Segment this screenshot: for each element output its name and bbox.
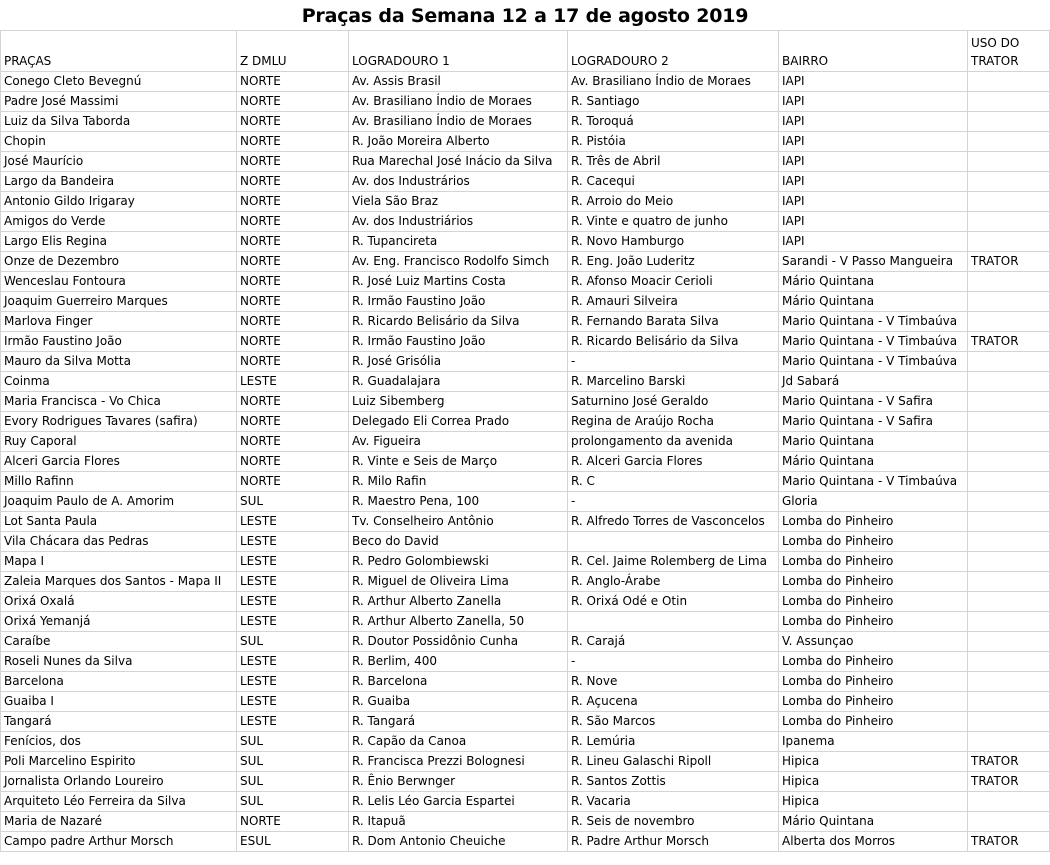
logradouro-2-cell[interactable]: R. Orixá Odé e Otin: [568, 592, 779, 612]
bairro-cell[interactable]: IAPI: [779, 72, 968, 92]
header-logradouro-2[interactable]: LOGRADOURO 2: [568, 31, 779, 72]
praca-cell[interactable]: Ruy Caporal: [1, 432, 237, 452]
logradouro-1-cell[interactable]: R. Maestro Pena, 100: [349, 492, 568, 512]
zona-cell[interactable]: ESUL: [237, 832, 349, 852]
logradouro-2-cell[interactable]: R. Anglo-Árabe: [568, 572, 779, 592]
trator-cell[interactable]: [968, 92, 1050, 112]
table-row: [1, 372, 1050, 392]
logradouro-2-cell[interactable]: R. Novo Hamburgo: [568, 232, 779, 252]
logradouro-1-cell[interactable]: R. Guaiba: [349, 692, 568, 712]
logradouro-2-cell[interactable]: [568, 532, 779, 552]
logradouro-2-cell[interactable]: Av. Brasiliano Índio de Moraes: [568, 72, 779, 92]
zona-cell[interactable]: NORTE: [237, 472, 349, 492]
bairro-cell[interactable]: IAPI: [779, 132, 968, 152]
bairro-cell[interactable]: IAPI: [779, 232, 968, 252]
zona-cell[interactable]: NORTE: [237, 812, 349, 832]
bairro-cell[interactable]: V. Assunçao: [779, 632, 968, 652]
trator-cell[interactable]: [968, 392, 1050, 412]
bairro-cell[interactable]: Alberta dos Morros: [779, 832, 968, 852]
zona-cell[interactable]: NORTE: [237, 152, 349, 172]
table-row: [1, 252, 1050, 272]
bairro-cell[interactable]: Lomba do Pinheiro: [779, 652, 968, 672]
zona-cell[interactable]: LESTE: [237, 552, 349, 572]
trator-cell[interactable]: [968, 72, 1050, 92]
logradouro-2-cell[interactable]: R. Cel. Jaime Rolemberg de Lima: [568, 552, 779, 572]
trator-cell[interactable]: TRATOR: [968, 252, 1050, 272]
table-row: [1, 272, 1050, 292]
praca-cell[interactable]: Poli Marcelino Espirito: [1, 752, 237, 772]
table-row: [1, 792, 1050, 812]
trator-cell[interactable]: [968, 192, 1050, 212]
trator-cell[interactable]: [968, 452, 1050, 472]
zona-cell[interactable]: SUL: [237, 752, 349, 772]
praca-cell[interactable]: Vila Chácara das Pedras: [1, 532, 237, 552]
table-row: [1, 692, 1050, 712]
zona-cell[interactable]: LESTE: [237, 612, 349, 632]
zona-cell[interactable]: NORTE: [237, 432, 349, 452]
logradouro-2-cell[interactable]: R. Lemúria: [568, 732, 779, 752]
zona-cell[interactable]: NORTE: [237, 412, 349, 432]
table-row: [1, 452, 1050, 472]
trator-cell[interactable]: [968, 552, 1050, 572]
bairro-cell[interactable]: Mário Quintana: [779, 272, 968, 292]
table-row: [1, 752, 1050, 772]
logradouro-1-cell[interactable]: R. Miguel de Oliveira Lima: [349, 572, 568, 592]
zona-cell[interactable]: LESTE: [237, 372, 349, 392]
logradouro-1-cell[interactable]: R. Berlim, 400: [349, 652, 568, 672]
logradouro-2-cell[interactable]: R. Cacequi: [568, 172, 779, 192]
zona-cell[interactable]: LESTE: [237, 712, 349, 732]
trator-cell[interactable]: [968, 532, 1050, 552]
logradouro-1-cell[interactable]: R. Lelis Léo Garcia Espartei: [349, 792, 568, 812]
bairro-cell[interactable]: Jd Sabará: [779, 372, 968, 392]
logradouro-1-cell[interactable]: R. Arthur Alberto Zanella, 50: [349, 612, 568, 632]
praca-cell[interactable]: Barcelona: [1, 672, 237, 692]
praca-cell[interactable]: Millo Rafinn: [1, 472, 237, 492]
bairro-cell[interactable]: Lomba do Pinheiro: [779, 572, 968, 592]
logradouro-2-cell[interactable]: -: [568, 352, 779, 372]
bairro-cell[interactable]: Lomba do Pinheiro: [779, 692, 968, 712]
bairro-cell[interactable]: Sarandi - V Passo Mangueira: [779, 252, 968, 272]
logradouro-1-cell[interactable]: Av. dos Industriários: [349, 212, 568, 232]
table-row: [1, 392, 1050, 412]
header-row: [1, 31, 1050, 72]
praca-cell[interactable]: Amigos do Verde: [1, 212, 237, 232]
trator-cell[interactable]: [968, 492, 1050, 512]
trator-cell[interactable]: [968, 672, 1050, 692]
logradouro-1-cell[interactable]: R. Capão da Canoa: [349, 732, 568, 752]
trator-cell[interactable]: [968, 612, 1050, 632]
logradouro-2-cell[interactable]: R. Padre Arthur Morsch: [568, 832, 779, 852]
praca-cell[interactable]: Campo padre Arthur Morsch: [1, 832, 237, 852]
bairro-cell[interactable]: Lomba do Pinheiro: [779, 532, 968, 552]
trator-cell[interactable]: [968, 792, 1050, 812]
logradouro-2-cell[interactable]: R. Santos Zottis: [568, 772, 779, 792]
table-row: [1, 472, 1050, 492]
logradouro-1-cell[interactable]: Tv. Conselheiro Antônio: [349, 512, 568, 532]
bairro-cell[interactable]: Lomba do Pinheiro: [779, 512, 968, 532]
logradouro-2-cell[interactable]: -: [568, 492, 779, 512]
table-row: [1, 592, 1050, 612]
praca-cell[interactable]: Mapa I: [1, 552, 237, 572]
table-row: [1, 152, 1050, 172]
logradouro-1-cell[interactable]: Av. Assis Brasil: [349, 72, 568, 92]
praca-cell[interactable]: Orixá Oxalá: [1, 592, 237, 612]
table-row: [1, 612, 1050, 632]
logradouro-2-cell[interactable]: R. Seis de novembro: [568, 812, 779, 832]
praca-cell[interactable]: Guaiba I: [1, 692, 237, 712]
logradouro-1-cell[interactable]: Av. dos Industrários: [349, 172, 568, 192]
logradouro-2-cell[interactable]: R. Pistóia: [568, 132, 779, 152]
table-row: [1, 512, 1050, 532]
logradouro-2-cell[interactable]: -: [568, 652, 779, 672]
bairro-cell[interactable]: Hipica: [779, 792, 968, 812]
table-row: [1, 132, 1050, 152]
bairro-cell[interactable]: Mário Quintana: [779, 812, 968, 832]
praca-cell[interactable]: Mauro da Silva Motta: [1, 352, 237, 372]
zona-cell[interactable]: SUL: [237, 492, 349, 512]
zona-cell[interactable]: NORTE: [237, 212, 349, 232]
header-uso-do-trator[interactable]: [968, 31, 1050, 72]
logradouro-2-cell[interactable]: R. Arroio do Meio: [568, 192, 779, 212]
trator-cell[interactable]: [968, 272, 1050, 292]
table-row: [1, 172, 1050, 192]
logradouro-1-cell[interactable]: R. Itapuã: [349, 812, 568, 832]
table-row: [1, 92, 1050, 112]
logradouro-1-cell[interactable]: Luiz Sibemberg: [349, 392, 568, 412]
logradouro-2-cell[interactable]: R. Eng. João Luderitz: [568, 252, 779, 272]
table-row: [1, 772, 1050, 792]
zona-cell[interactable]: SUL: [237, 772, 349, 792]
trator-cell[interactable]: [968, 632, 1050, 652]
table-row: [1, 432, 1050, 452]
trator-cell[interactable]: [968, 812, 1050, 832]
table-row: [1, 312, 1050, 332]
zona-cell[interactable]: NORTE: [237, 392, 349, 412]
trator-cell[interactable]: [968, 172, 1050, 192]
bairro-cell[interactable]: Mario Quintana - V Safira: [779, 392, 968, 412]
logradouro-2-cell[interactable]: R. Ricardo Belisário da Silva: [568, 332, 779, 352]
zona-cell[interactable]: NORTE: [237, 352, 349, 372]
zona-cell[interactable]: NORTE: [237, 292, 349, 312]
table-row: [1, 192, 1050, 212]
bairro-cell[interactable]: IAPI: [779, 112, 968, 132]
bairro-cell[interactable]: Mario Quintana - V Safira: [779, 412, 968, 432]
praca-cell[interactable]: Tangará: [1, 712, 237, 732]
zona-cell[interactable]: NORTE: [237, 172, 349, 192]
bairro-cell[interactable]: Lomba do Pinheiro: [779, 672, 968, 692]
praca-cell[interactable]: Lot Santa Paula: [1, 512, 237, 532]
trator-cell[interactable]: [968, 132, 1050, 152]
logradouro-2-cell[interactable]: R. São Marcos: [568, 712, 779, 732]
table-row: [1, 632, 1050, 652]
table-row: [1, 712, 1050, 732]
logradouro-1-cell[interactable]: R. Milo Rafin: [349, 472, 568, 492]
logradouro-1-cell[interactable]: R. Tupancireta: [349, 232, 568, 252]
bairro-cell[interactable]: Lomba do Pinheiro: [779, 592, 968, 612]
logradouro-2-cell[interactable]: R. Açucena: [568, 692, 779, 712]
bairro-cell[interactable]: Mário Quintana: [779, 452, 968, 472]
praca-cell[interactable]: Maria de Nazaré: [1, 812, 237, 832]
praca-cell[interactable]: Zaleia Marques dos Santos - Mapa II: [1, 572, 237, 592]
zona-cell[interactable]: LESTE: [237, 652, 349, 672]
logradouro-1-cell[interactable]: Viela São Braz: [349, 192, 568, 212]
trator-cell[interactable]: [968, 312, 1050, 332]
table-row: [1, 672, 1050, 692]
bairro-cell[interactable]: IAPI: [779, 212, 968, 232]
praca-cell[interactable]: Alceri Garcia Flores: [1, 452, 237, 472]
trator-cell[interactable]: [968, 212, 1050, 232]
logradouro-2-cell[interactable]: R. Carajá: [568, 632, 779, 652]
zona-cell[interactable]: LESTE: [237, 512, 349, 532]
praca-cell[interactable]: Antonio Gildo Irigaray: [1, 192, 237, 212]
trator-cell[interactable]: [968, 292, 1050, 312]
praca-cell[interactable]: Conego Cleto Bevegnú: [1, 72, 237, 92]
bairro-cell[interactable]: Hipica: [779, 752, 968, 772]
bairro-cell[interactable]: Mario Quintana: [779, 432, 968, 452]
table-row: [1, 112, 1050, 132]
praca-cell[interactable]: José Maurício: [1, 152, 237, 172]
praca-cell[interactable]: Padre José Massimi: [1, 92, 237, 112]
trator-cell[interactable]: TRATOR: [968, 332, 1050, 352]
trator-cell[interactable]: [968, 512, 1050, 532]
praca-cell[interactable]: Largo Elis Regina: [1, 232, 237, 252]
trator-cell[interactable]: [968, 232, 1050, 252]
logradouro-2-cell[interactable]: R. Vinte e quatro de junho: [568, 212, 779, 232]
trator-cell[interactable]: [968, 112, 1050, 132]
bairro-cell[interactable]: Lomba do Pinheiro: [779, 552, 968, 572]
bairro-cell[interactable]: IAPI: [779, 192, 968, 212]
bairro-cell[interactable]: Mario Quintana - V Timbaúva: [779, 312, 968, 332]
zona-cell[interactable]: SUL: [237, 732, 349, 752]
logradouro-2-cell[interactable]: R. Fernando Barata Silva: [568, 312, 779, 332]
praca-cell[interactable]: Jornalista Orlando Loureiro: [1, 772, 237, 792]
praca-cell[interactable]: Arquiteto Léo Ferreira da Silva: [1, 792, 237, 812]
table-row: [1, 812, 1050, 832]
zona-cell[interactable]: LESTE: [237, 592, 349, 612]
bairro-cell[interactable]: Mario Quintana - V Timbaúva: [779, 332, 968, 352]
zona-cell[interactable]: NORTE: [237, 192, 349, 212]
trator-cell[interactable]: [968, 712, 1050, 732]
logradouro-2-cell[interactable]: R. C: [568, 472, 779, 492]
logradouro-1-cell[interactable]: Av. Brasiliano Índio de Moraes: [349, 112, 568, 132]
praca-cell[interactable]: Marlova Finger: [1, 312, 237, 332]
logradouro-2-cell[interactable]: prolongamento da avenida: [568, 432, 779, 452]
logradouro-2-cell[interactable]: [568, 612, 779, 632]
logradouro-2-cell[interactable]: Regina de Araújo Rocha: [568, 412, 779, 432]
zona-cell[interactable]: NORTE: [237, 452, 349, 472]
bairro-cell[interactable]: IAPI: [779, 92, 968, 112]
table-row: [1, 572, 1050, 592]
table-row: [1, 552, 1050, 572]
logradouro-1-cell[interactable]: R. Tangará: [349, 712, 568, 732]
logradouro-2-cell[interactable]: Saturnino José Geraldo: [568, 392, 779, 412]
logradouro-2-cell[interactable]: R. Três de Abril: [568, 152, 779, 172]
zona-cell[interactable]: NORTE: [237, 92, 349, 112]
bairro-cell[interactable]: IAPI: [779, 152, 968, 172]
table-row: [1, 332, 1050, 352]
trator-cell[interactable]: TRATOR: [968, 832, 1050, 852]
logradouro-2-cell[interactable]: R. Toroquá: [568, 112, 779, 132]
logradouro-2-cell[interactable]: R. Alfredo Torres de Vasconcelos: [568, 512, 779, 532]
table-row: [1, 232, 1050, 252]
trator-cell[interactable]: [968, 692, 1050, 712]
trator-cell[interactable]: [968, 352, 1050, 372]
zona-cell[interactable]: NORTE: [237, 312, 349, 332]
zona-cell[interactable]: SUL: [237, 792, 349, 812]
bairro-cell[interactable]: Gloria: [779, 492, 968, 512]
logradouro-1-cell[interactable]: R. Francisca Prezzi Bolognesi: [349, 752, 568, 772]
zona-cell[interactable]: NORTE: [237, 112, 349, 132]
zona-cell[interactable]: SUL: [237, 632, 349, 652]
table-row: [1, 212, 1050, 232]
praca-cell[interactable]: Evory Rodrigues Tavares (safira): [1, 412, 237, 432]
logradouro-1-cell[interactable]: R. Irmão Faustino João: [349, 332, 568, 352]
table-row: [1, 832, 1050, 852]
logradouro-1-cell[interactable]: R. José Luiz Martins Costa: [349, 272, 568, 292]
table-row: [1, 72, 1050, 92]
praca-cell[interactable]: Caraíbe: [1, 632, 237, 652]
header-bairro[interactable]: BAIRRO: [779, 31, 968, 72]
zona-cell[interactable]: LESTE: [237, 572, 349, 592]
bairro-cell[interactable]: Hipica: [779, 772, 968, 792]
trator-cell[interactable]: [968, 732, 1050, 752]
trator-cell[interactable]: [968, 152, 1050, 172]
logradouro-1-cell[interactable]: R. José Grisólia: [349, 352, 568, 372]
praca-cell[interactable]: Luiz da Silva Taborda: [1, 112, 237, 132]
bairro-cell[interactable]: Mario Quintana - V Timbaúva: [779, 352, 968, 372]
logradouro-1-cell[interactable]: R. Dom Antonio Cheuiche: [349, 832, 568, 852]
logradouro-2-cell[interactable]: R. Vacaria: [568, 792, 779, 812]
praca-cell[interactable]: Maria Francisca - Vo Chica: [1, 392, 237, 412]
trator-cell[interactable]: [968, 432, 1050, 452]
logradouro-2-cell[interactable]: R. Santiago: [568, 92, 779, 112]
bairro-cell[interactable]: Ipanema: [779, 732, 968, 752]
header-pracas[interactable]: PRAÇAS: [1, 31, 237, 72]
logradouro-1-cell[interactable]: R. Vinte e Seis de Março: [349, 452, 568, 472]
trator-cell[interactable]: [968, 592, 1050, 612]
logradouro-2-cell[interactable]: R. Amauri Silveira: [568, 292, 779, 312]
zona-cell[interactable]: NORTE: [237, 72, 349, 92]
zona-cell[interactable]: NORTE: [237, 132, 349, 152]
zona-cell[interactable]: NORTE: [237, 272, 349, 292]
praca-cell[interactable]: Roseli Nunes da Silva: [1, 652, 237, 672]
logradouro-1-cell[interactable]: R. Guadalajara: [349, 372, 568, 392]
logradouro-1-cell[interactable]: R. Pedro Golombiewski: [349, 552, 568, 572]
logradouro-1-cell[interactable]: Av. Figueira: [349, 432, 568, 452]
trator-cell[interactable]: [968, 652, 1050, 672]
zona-cell[interactable]: LESTE: [237, 672, 349, 692]
logradouro-1-cell[interactable]: R. Irmão Faustino João: [349, 292, 568, 312]
logradouro-1-cell[interactable]: Av. Brasiliano Índio de Moraes: [349, 92, 568, 112]
table-row: [1, 492, 1050, 512]
logradouro-1-cell[interactable]: R. Arthur Alberto Zanella: [349, 592, 568, 612]
praca-cell[interactable]: Wenceslau Fontoura: [1, 272, 237, 292]
logradouro-1-cell[interactable]: R. João Moreira Alberto: [349, 132, 568, 152]
logradouro-1-cell[interactable]: R. Doutor Possidônio Cunha: [349, 632, 568, 652]
logradouro-1-cell[interactable]: Rua Marechal José Inácio da Silva: [349, 152, 568, 172]
trator-cell[interactable]: TRATOR: [968, 752, 1050, 772]
logradouro-1-cell[interactable]: Av. Eng. Francisco Rodolfo Simch: [349, 252, 568, 272]
header-logradouro-1[interactable]: LOGRADOURO 1: [349, 31, 568, 72]
logradouro-1-cell[interactable]: R. Ricardo Belisário da Silva: [349, 312, 568, 332]
table-row: [1, 652, 1050, 672]
logradouro-1-cell[interactable]: Beco do David: [349, 532, 568, 552]
logradouro-2-cell[interactable]: R. Marcelino Barski: [568, 372, 779, 392]
logradouro-1-cell[interactable]: R. Barcelona: [349, 672, 568, 692]
zona-cell[interactable]: NORTE: [237, 252, 349, 272]
logradouro-2-cell[interactable]: R. Afonso Moacir Cerioli: [568, 272, 779, 292]
zona-cell[interactable]: NORTE: [237, 332, 349, 352]
header-uso-do-trator-label: USO DO TRATOR: [971, 36, 1020, 68]
praca-cell[interactable]: Coinma: [1, 372, 237, 392]
header-z-dmlu[interactable]: Z DMLU: [237, 31, 349, 72]
bairro-cell[interactable]: Lomba do Pinheiro: [779, 612, 968, 632]
zona-cell[interactable]: LESTE: [237, 692, 349, 712]
table-row: [1, 352, 1050, 372]
table-row: [1, 532, 1050, 552]
logradouro-1-cell[interactable]: R. Ênio Berwnger: [349, 772, 568, 792]
table-row: [1, 292, 1050, 312]
trator-cell[interactable]: [968, 412, 1050, 432]
logradouro-2-cell[interactable]: R. Lineu Galaschi Ripoll: [568, 752, 779, 772]
trator-cell[interactable]: [968, 372, 1050, 392]
praca-cell[interactable]: Joaquim Guerreiro Marques: [1, 292, 237, 312]
bairro-cell[interactable]: IAPI: [779, 172, 968, 192]
trator-cell[interactable]: [968, 472, 1050, 492]
bairro-cell[interactable]: Mario Quintana - V Timbaúva: [779, 472, 968, 492]
praca-cell[interactable]: Chopin: [1, 132, 237, 152]
zona-cell[interactable]: LESTE: [237, 532, 349, 552]
bairro-cell[interactable]: Mário Quintana: [779, 292, 968, 312]
table-row: [1, 732, 1050, 752]
pracas-table: [0, 30, 1050, 852]
sheet-title: Praças da Semana 12 a 17 de agosto 2019: [301, 5, 749, 27]
praca-cell[interactable]: Fenícios, dos: [1, 732, 237, 752]
logradouro-2-cell[interactable]: R. Nove: [568, 672, 779, 692]
bairro-cell[interactable]: Lomba do Pinheiro: [779, 712, 968, 732]
trator-cell[interactable]: [968, 572, 1050, 592]
trator-cell[interactable]: TRATOR: [968, 772, 1050, 792]
praca-cell[interactable]: Largo da Bandeira: [1, 172, 237, 192]
logradouro-1-cell[interactable]: Delegado Eli Correa Prado: [349, 412, 568, 432]
zona-cell[interactable]: NORTE: [237, 232, 349, 252]
table-row: [1, 412, 1050, 432]
praca-cell[interactable]: Onze de Dezembro: [1, 252, 237, 272]
praca-cell[interactable]: Orixá Yemanjá: [1, 612, 237, 632]
logradouro-2-cell[interactable]: R. Alceri Garcia Flores: [568, 452, 779, 472]
praca-cell[interactable]: Irmão Faustino João: [1, 332, 237, 352]
praca-cell[interactable]: Joaquim Paulo de A. Amorim: [1, 492, 237, 512]
